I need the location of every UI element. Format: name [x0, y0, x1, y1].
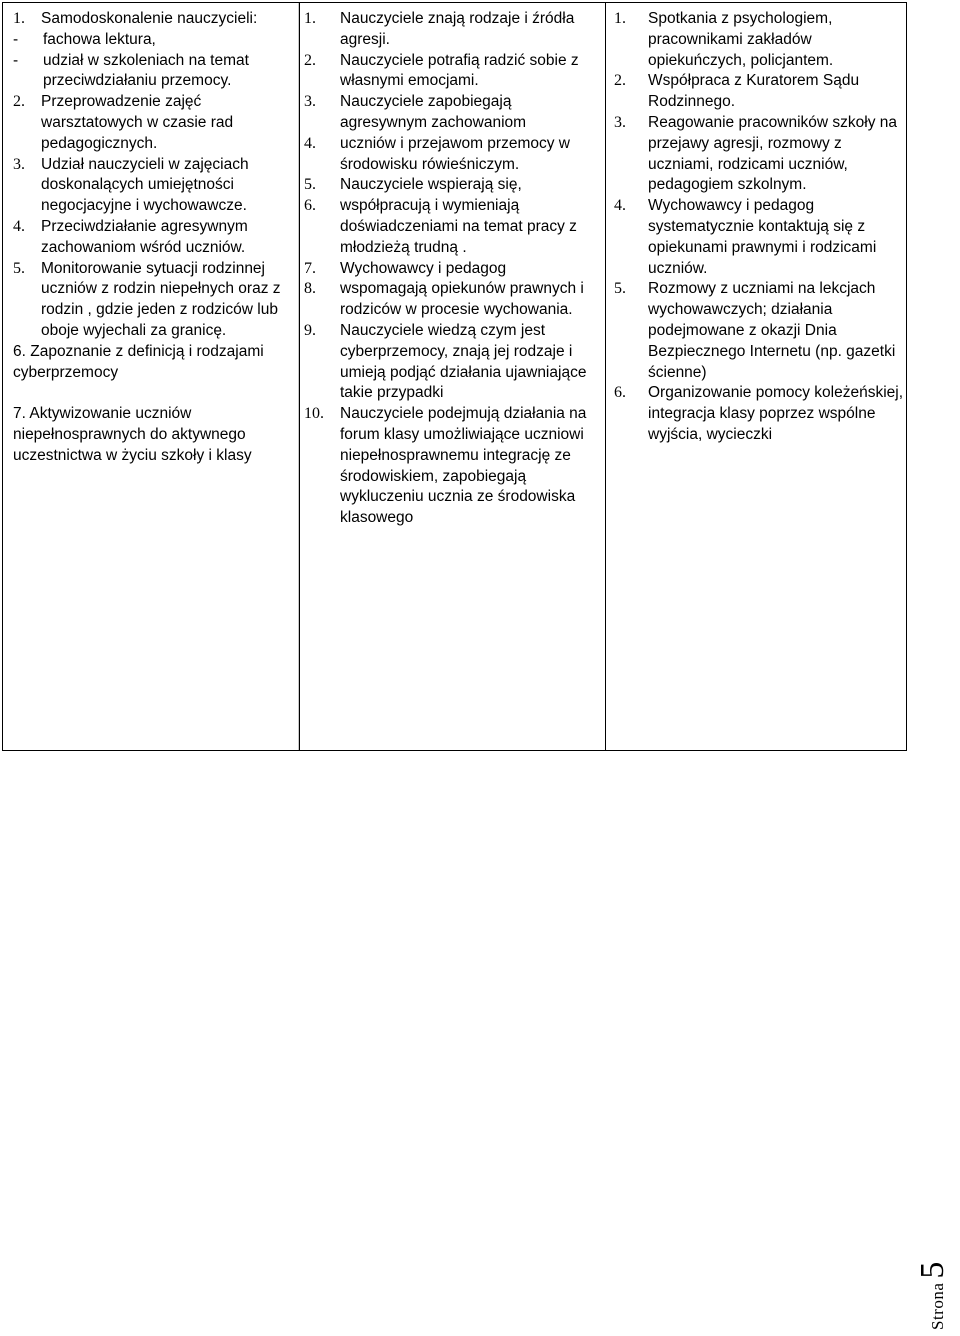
- list-item: 9. Nauczyciele wiedzą czym jest cyberprzemocy, znają jej rodzaje i umieją podjąć działania ujawniające takie przypadki: [304, 321, 587, 402]
- content-table: [2, 2, 907, 751]
- list-item: 3. Udział nauczycieli w zajęciach doskonalących umiejętności negocjacyjne i wychowawcze.: [13, 155, 249, 215]
- list-item: 1. Nauczyciele znają rodzaje i źródła agresji.: [304, 10, 575, 48]
- list-item: 8. wspomagają opiekunów prawnych i rodziców w procesie wychowania.: [304, 280, 584, 319]
- list-item: 1. Samodoskonalenie nauczycieli:: [13, 10, 258, 27]
- list-item: 3. Nauczyciele zapobiegają agresywnym zachowaniom: [304, 93, 527, 131]
- column-tasks: [3, 3, 299, 750]
- list-item: 5. Monitorowanie sytuacji rodzinnej uczniów z rodzin niepełnych oraz z rodzin , gdzie jeden z rodziców lub oboje wyjechali za granicę.: [13, 259, 281, 339]
- list-item: 6. Organizowanie pomocy koleżeńskiej, integracja klasy poprzez wspólne wyjścia, wycieczki: [614, 384, 904, 443]
- spacer: [13, 383, 294, 404]
- list-item: 6. Zapoznanie z definicją i rodzajami cyberprzemocy: [13, 342, 264, 381]
- list-item: 5. Rozmowy z uczniami na lekcjach wychowawczych; działania podejmowane z okazji Dnia Bezpiecznego Internetu (np. gazetki ścienne): [614, 280, 896, 381]
- list-item: 4. uczniów i przejawom przemocy w środowisku rówieśniczym.: [304, 134, 570, 173]
- list-item: 2. Przeprowadzenie zajęć warsztatowych w czasie rad pedagogicznych.: [13, 93, 234, 152]
- list-item: 4. Wychowawcy i pedagog systematycznie kontaktują się z opiekunami prawnymi i rodzicami uczniów.: [614, 197, 877, 277]
- column-cooperation: [605, 3, 908, 750]
- list-item: 1. Spotkania z psychologiem, pracownikami zakładów opiekuńczych, policjantem.: [614, 10, 834, 69]
- column-effects: [299, 3, 605, 750]
- list-item: - udział w szkoleniach na temat przeciwdziałaniu przemocy.: [13, 51, 249, 90]
- page-number: 5: [914, 1261, 951, 1279]
- list-item: 10. Nauczyciele podejmują działania na forum klasy umożliwiające uczniowi niepełnosprawnemu integrację ze środowiskiem, zapobiegają wykluczeniu ucznia ze środowiska klasowego: [304, 405, 587, 527]
- list-item: 5. Nauczyciele wspierają się,: [304, 176, 522, 194]
- list-item: 2. Współpraca z Kuratorem Sądu Rodzinnego.: [614, 72, 860, 111]
- list-item: 7. Aktywizowanie uczniów niepełnosprawnych do aktywnego uczestnictwa w życiu szkoły i klasy: [13, 405, 252, 464]
- footer-label: Strona: [928, 1282, 947, 1330]
- page-footer: [914, 1246, 956, 1330]
- list-item: 2. Nauczyciele potrafią radzić sobie z własnymi emocjami.: [304, 51, 579, 90]
- page-number-label: [914, 1262, 952, 1330]
- list-item: - fachowa lektura,: [13, 30, 156, 48]
- list-item: 7. Wychowawcy i pedagog: [304, 259, 507, 277]
- list-item: 4. Przeciwdziałanie agresywnym zachowaniom wśród uczniów.: [13, 217, 248, 256]
- list-item: 6. współpracują i wymieniają doświadczeniami na temat pracy z młodzieżą trudną .: [304, 197, 577, 256]
- list-item: 3. Reagowanie pracowników szkoły na przejawy agresji, rozmowy z uczniami, rodzicami uczniów, pedagogiem szkolnym.: [614, 113, 897, 194]
